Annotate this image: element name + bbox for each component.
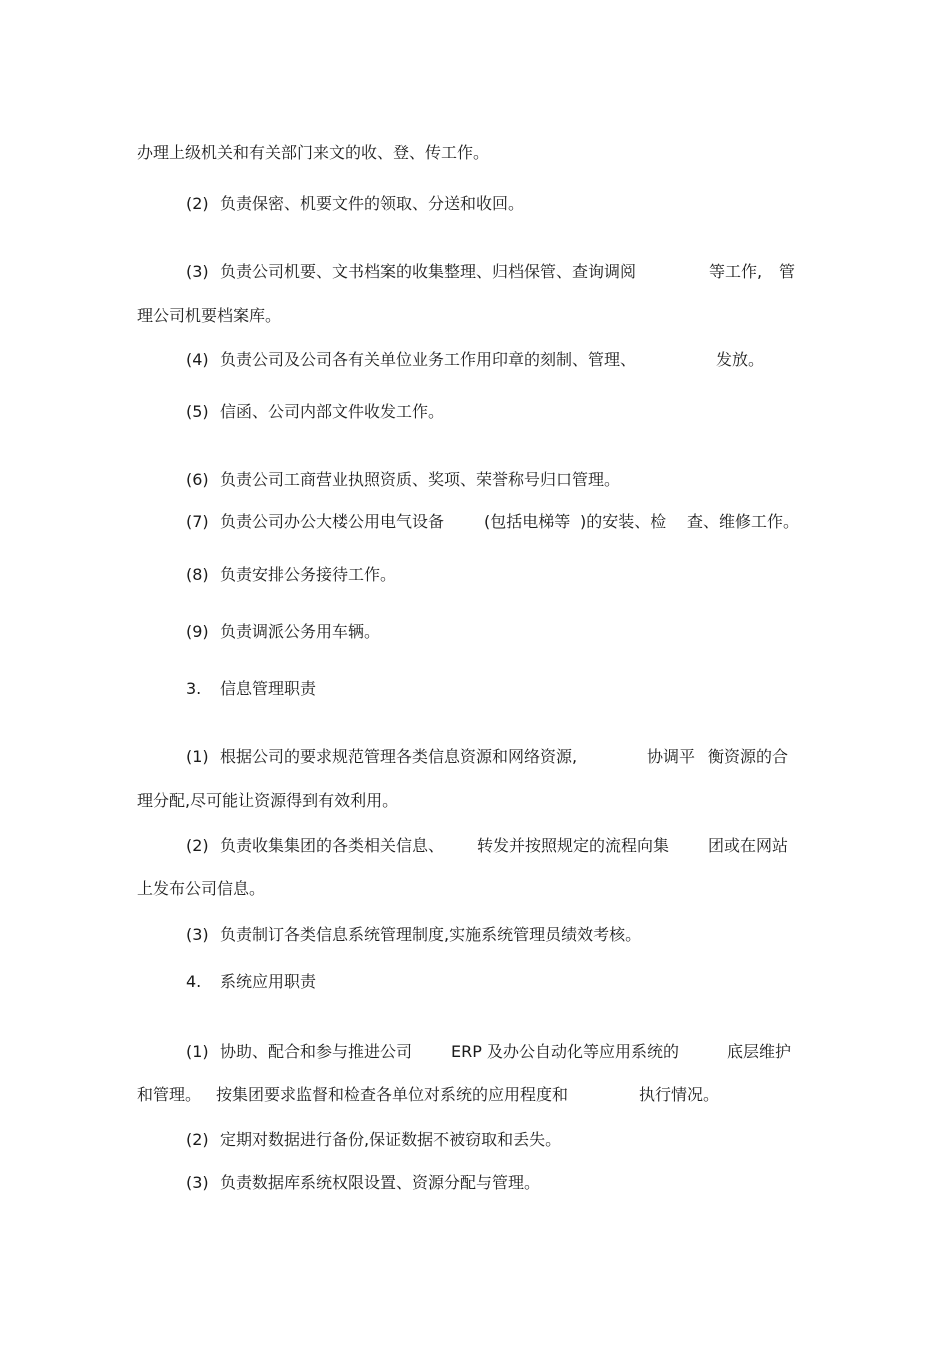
item-number: (6): [186, 470, 209, 489]
item-text: 负责数据库系统权限设置、资源分配与管理。: [220, 1173, 541, 1192]
item-number: (1): [186, 747, 209, 766]
item-text: 根据公司的要求规范管理各类信息资源和网络资源,: [220, 747, 578, 766]
item-number: (3): [186, 1173, 209, 1192]
section-title: 信息管理职责: [220, 679, 317, 698]
section-number: 3.: [186, 679, 202, 698]
item-text: 衡资源的合: [708, 747, 789, 766]
item-number: (3): [186, 925, 209, 944]
item-text: 负责公司工商营业执照资质、奖项、荣誉称号归口管理。: [220, 470, 621, 489]
item-text: 和管理。: [137, 1085, 202, 1104]
item-text: 负责公司机要、文书档案的收集整理、归档保管、查询调阅: [220, 262, 637, 281]
item-number: (1): [186, 1042, 209, 1061]
section-number: 4.: [186, 972, 202, 991]
item-number: (2): [186, 1130, 209, 1149]
list-item: [0, 402, 950, 422]
item-text: 负责制订各类信息系统管理制度,实施系统管理员绩效考核。: [220, 925, 642, 944]
item-number: (4): [186, 350, 209, 369]
item-text: 负责公司办公大楼公用电气设备: [220, 512, 445, 531]
list-item-continuation: [0, 1085, 950, 1105]
item-text: 协助、配合和参与推进公司: [220, 1042, 413, 1061]
item-text: 负责调派公务用车辆。: [220, 622, 381, 641]
item-number: (3): [186, 262, 209, 281]
item-number: (9): [186, 622, 209, 641]
list-item: [0, 747, 950, 767]
item-text: 理分配,尽可能让资源得到有效利用。: [137, 791, 399, 810]
list-item: [0, 565, 950, 585]
paragraph-continuation: [0, 143, 950, 163]
list-item: [0, 194, 950, 214]
item-text: 查、维修工作。: [687, 512, 800, 531]
section-heading: [0, 972, 950, 992]
item-text: )的安装、检: [580, 512, 667, 531]
list-item: [0, 1173, 950, 1193]
section-heading: [0, 679, 950, 699]
list-item: [0, 350, 950, 370]
item-text: 底层维护: [727, 1042, 792, 1061]
item-text: 信函、公司内部文件收发工作。: [220, 402, 445, 421]
item-text: 管: [779, 262, 796, 281]
item-text: 等工作,: [709, 262, 763, 281]
item-number: (2): [186, 194, 209, 213]
item-text: 负责收集集团的各类相关信息、: [220, 836, 445, 855]
item-text: 按集团要求监督和检查各单位对系统的应用程度和: [216, 1085, 569, 1104]
item-text: 负责安排公务接待工作。: [220, 565, 397, 584]
item-number: (5): [186, 402, 209, 421]
list-item: [0, 925, 950, 945]
paragraph-text: 办理上级机关和有关部门来文的收、登、传工作。: [137, 143, 490, 162]
item-text: 协调平: [647, 747, 696, 766]
item-text: 理公司机要档案库。: [137, 306, 282, 325]
list-item: [0, 512, 950, 532]
item-text: 负责公司及公司各有关单位业务工作用印章的刻制、管理、: [220, 350, 637, 369]
list-item: [0, 1130, 950, 1150]
item-text: (包括电梯等: [484, 512, 571, 531]
item-text: 定期对数据进行备份,保证数据不被窃取和丢失。: [220, 1130, 562, 1149]
list-item: [0, 1042, 950, 1062]
list-item: [0, 622, 950, 642]
item-text: 团或在网站: [708, 836, 789, 855]
list-item: [0, 836, 950, 856]
list-item-continuation: [0, 306, 950, 326]
item-text: 发放。: [716, 350, 765, 369]
list-item: [0, 470, 950, 490]
item-text: ERP 及办公自动化等应用系统的: [451, 1042, 679, 1061]
list-item: [0, 262, 950, 282]
item-number: (7): [186, 512, 209, 531]
item-text: 上发布公司信息。: [137, 879, 266, 898]
item-number: (2): [186, 836, 209, 855]
list-item-continuation: [0, 791, 950, 811]
item-text: 负责保密、机要文件的领取、分送和收回。: [220, 194, 525, 213]
section-title: 系统应用职责: [220, 972, 317, 991]
item-number: (8): [186, 565, 209, 584]
list-item-continuation: [0, 879, 950, 899]
item-text: 转发并按照规定的流程向集: [477, 836, 670, 855]
item-text: 执行情况。: [639, 1085, 720, 1104]
